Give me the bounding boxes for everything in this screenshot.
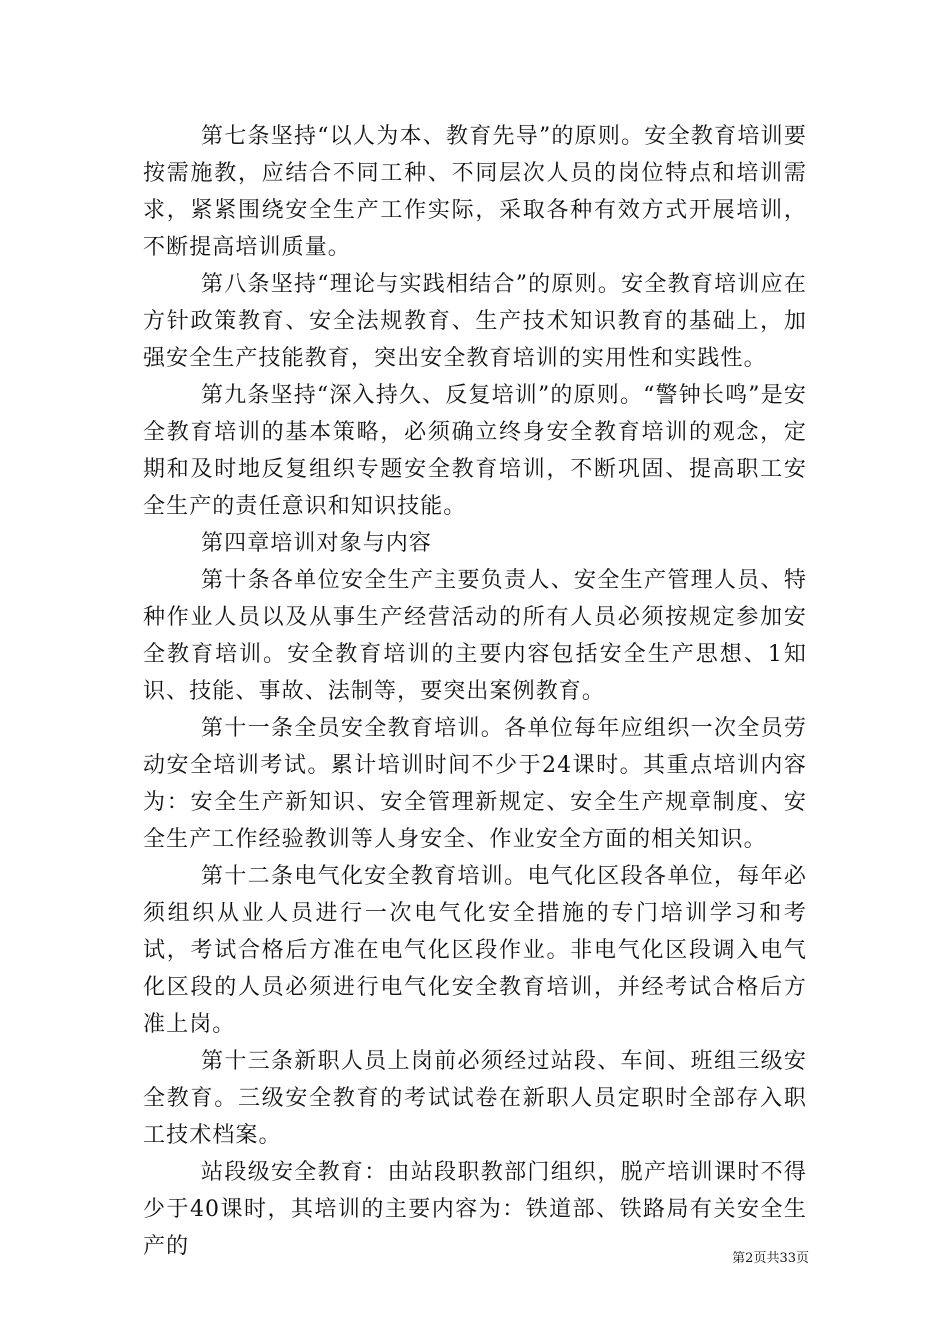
paragraph-article-10: 第十条各单位安全生产主要负责人、安全生产管理人员、特种作业人员以及从事生产经营活动的所有人员必须按规定参加安全教育培训。安全教育培训的主要内容包括安全生产思想、1知识、技能、事故、法制等，要突出案例教育。 xyxy=(143,568,807,704)
document-body xyxy=(143,118,807,1265)
paragraph-station-education: 站段级安全教育：由站段职教部门组织，脱产培训课时不得少于40课时，其培训的主要内容为：铁道部、铁路局有关安全生产的 xyxy=(143,1160,807,1259)
paragraph-article-8: 第八条坚持“理论与实践相结合”的原则。安全教育培训应在方针政策教育、安全法规教育、生产技术知识教育的基础上，加强安全生产技能教育，突出安全教育培训的实用性和实践性。 xyxy=(143,272,807,371)
paragraph-article-12: 第十二条电气化安全教育培训。电气化区段各单位，每年必须组织从业人员进行一次电气化安全措施的专门培训学习和考试，考试合格后方准在电气化区段作业。非电气化区段调入电气化区段的人员必须进行电气化安全教育培训，并经考试合格后方准上岗。 xyxy=(143,864,807,1037)
chapter-heading: 第四章培训对象与内容 xyxy=(201,531,433,556)
page-number: 第2页共33页 xyxy=(732,1251,809,1266)
paragraph-article-9: 第九条坚持“深入持久、反复培训”的原则。“警钟长鸣”是安全教育培训的基本策略，必须确立终身安全教育培训的观念，定期和及时地反复组织专题安全教育培训，不断巩固、提高职工安全生产的责任意识和知识技能。 xyxy=(143,383,807,519)
paragraph-article-13: 第十三条新职人员上岗前必须经过站段、车间、班组三级安全教育。三级安全教育的考试试卷在新职人员定职时全部存入职工技术档案。 xyxy=(143,1049,807,1148)
paragraph-article-11: 第十一条全员安全教育培训。各单位每年应组织一次全员劳动安全培训考试。累计培训时间不少于24课时。其重点培训内容为：安全生产新知识、安全管理新规定、安全生产规章制度、安全生产工作经验教训等人身安全、作业安全方面的相关知识。 xyxy=(143,716,807,852)
paragraph-article-7: 第七条坚持“以人为本、教育先导”的原则。安全教育培训要按需施教，应结合不同工种、不同层次人员的岗位特点和培训需求，紧紧围绕安全生产工作实际，采取各种有效方式开展培训，不断提高培训质量。 xyxy=(143,124,807,260)
